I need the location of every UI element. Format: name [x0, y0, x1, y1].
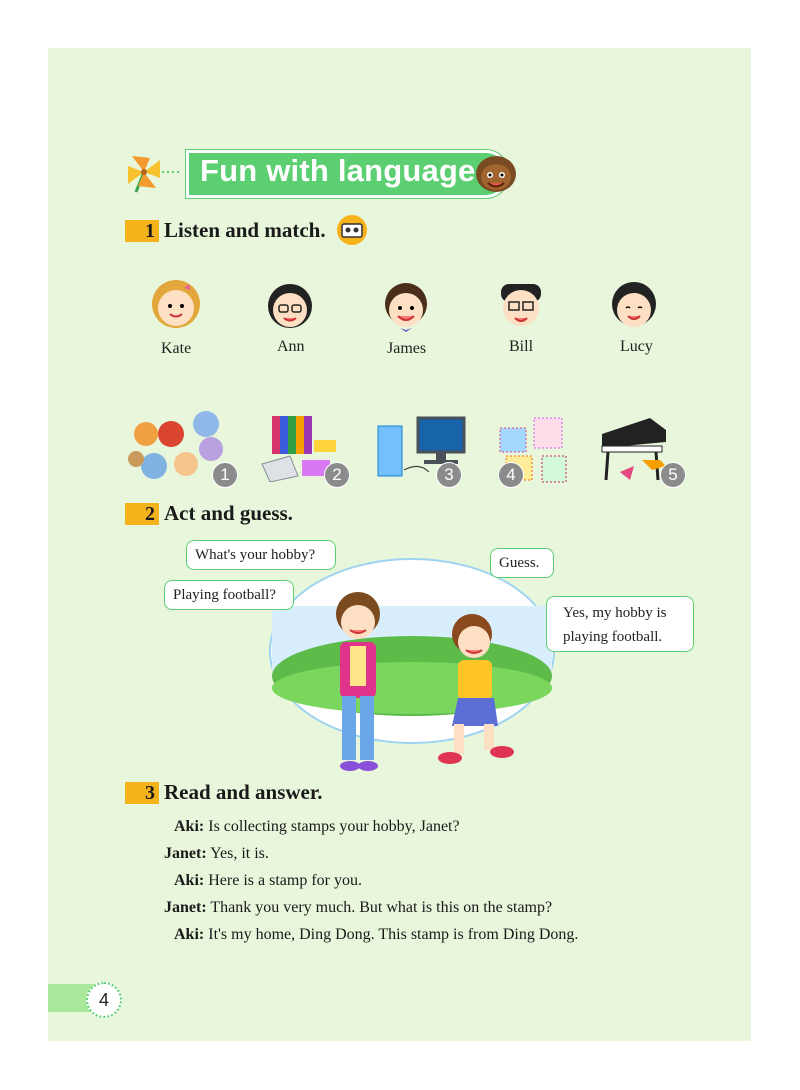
lucy-face-icon	[606, 278, 662, 334]
page-number: 4	[86, 982, 122, 1018]
speech-bubble: Playing football?	[164, 580, 294, 610]
speech-bubble	[546, 596, 694, 652]
line-text: It's my home, Ding Dong. This stamp is from Ding Dong.	[208, 926, 579, 943]
child-name: Ann	[277, 338, 305, 355]
line-text: Here is a stamp for you.	[208, 872, 362, 889]
line-text: Yes, it is.	[210, 845, 269, 862]
speech-bubble: Guess.	[490, 548, 554, 578]
pinwheel-icon	[122, 150, 182, 194]
bubble-line: playing football.	[563, 629, 663, 645]
bubble-line: Yes, my hobby is	[563, 605, 667, 621]
child-name: James	[387, 340, 427, 357]
dialogue-line	[174, 818, 460, 836]
dialogue-line	[174, 926, 578, 944]
section-3-title: Read and answer.	[164, 780, 323, 804]
kate-face-icon	[148, 276, 204, 332]
speaker: Janet:	[164, 845, 207, 862]
boys-playing-illustration	[266, 556, 558, 778]
speech-bubble: What's your hobby?	[186, 540, 336, 570]
dialogue-line	[164, 845, 269, 863]
child-name: Kate	[161, 340, 192, 357]
dialogue-line	[174, 872, 362, 890]
line-text: Is collecting stamps your hobby, Janet?	[208, 818, 460, 835]
speaker: Janet:	[164, 899, 207, 916]
speaker: Aki:	[174, 818, 205, 835]
banner-title: Fun with language	[200, 153, 476, 188]
hobby-number-badge: 5	[660, 462, 686, 488]
child-name: Lucy	[620, 338, 653, 355]
line-text: Thank you very much. But what is this on the stamp?	[210, 899, 553, 916]
toy-animals-picture	[126, 404, 226, 486]
section-1-number: 1	[125, 220, 159, 242]
hobby-number-badge: 3	[436, 462, 462, 488]
section-3-number: 3	[125, 782, 159, 804]
ann-face-icon	[262, 280, 318, 332]
section-2-number: 2	[125, 503, 159, 525]
speaker: Aki:	[174, 872, 205, 889]
hobby-number-badge: 4	[498, 462, 524, 488]
dialogue-line	[164, 899, 552, 917]
hobby-number-badge: 1	[212, 462, 238, 488]
child-name: Bill	[509, 338, 534, 355]
bill-face-icon	[493, 278, 549, 334]
section-1-title: Listen and match.	[164, 218, 326, 242]
section-2-title: Act and guess.	[164, 501, 293, 525]
speaker: Aki:	[174, 926, 205, 943]
james-face-icon	[378, 280, 434, 336]
cassette-icon[interactable]	[336, 214, 368, 246]
hobby-number-badge: 2	[324, 462, 350, 488]
child-face-icon	[470, 150, 522, 198]
